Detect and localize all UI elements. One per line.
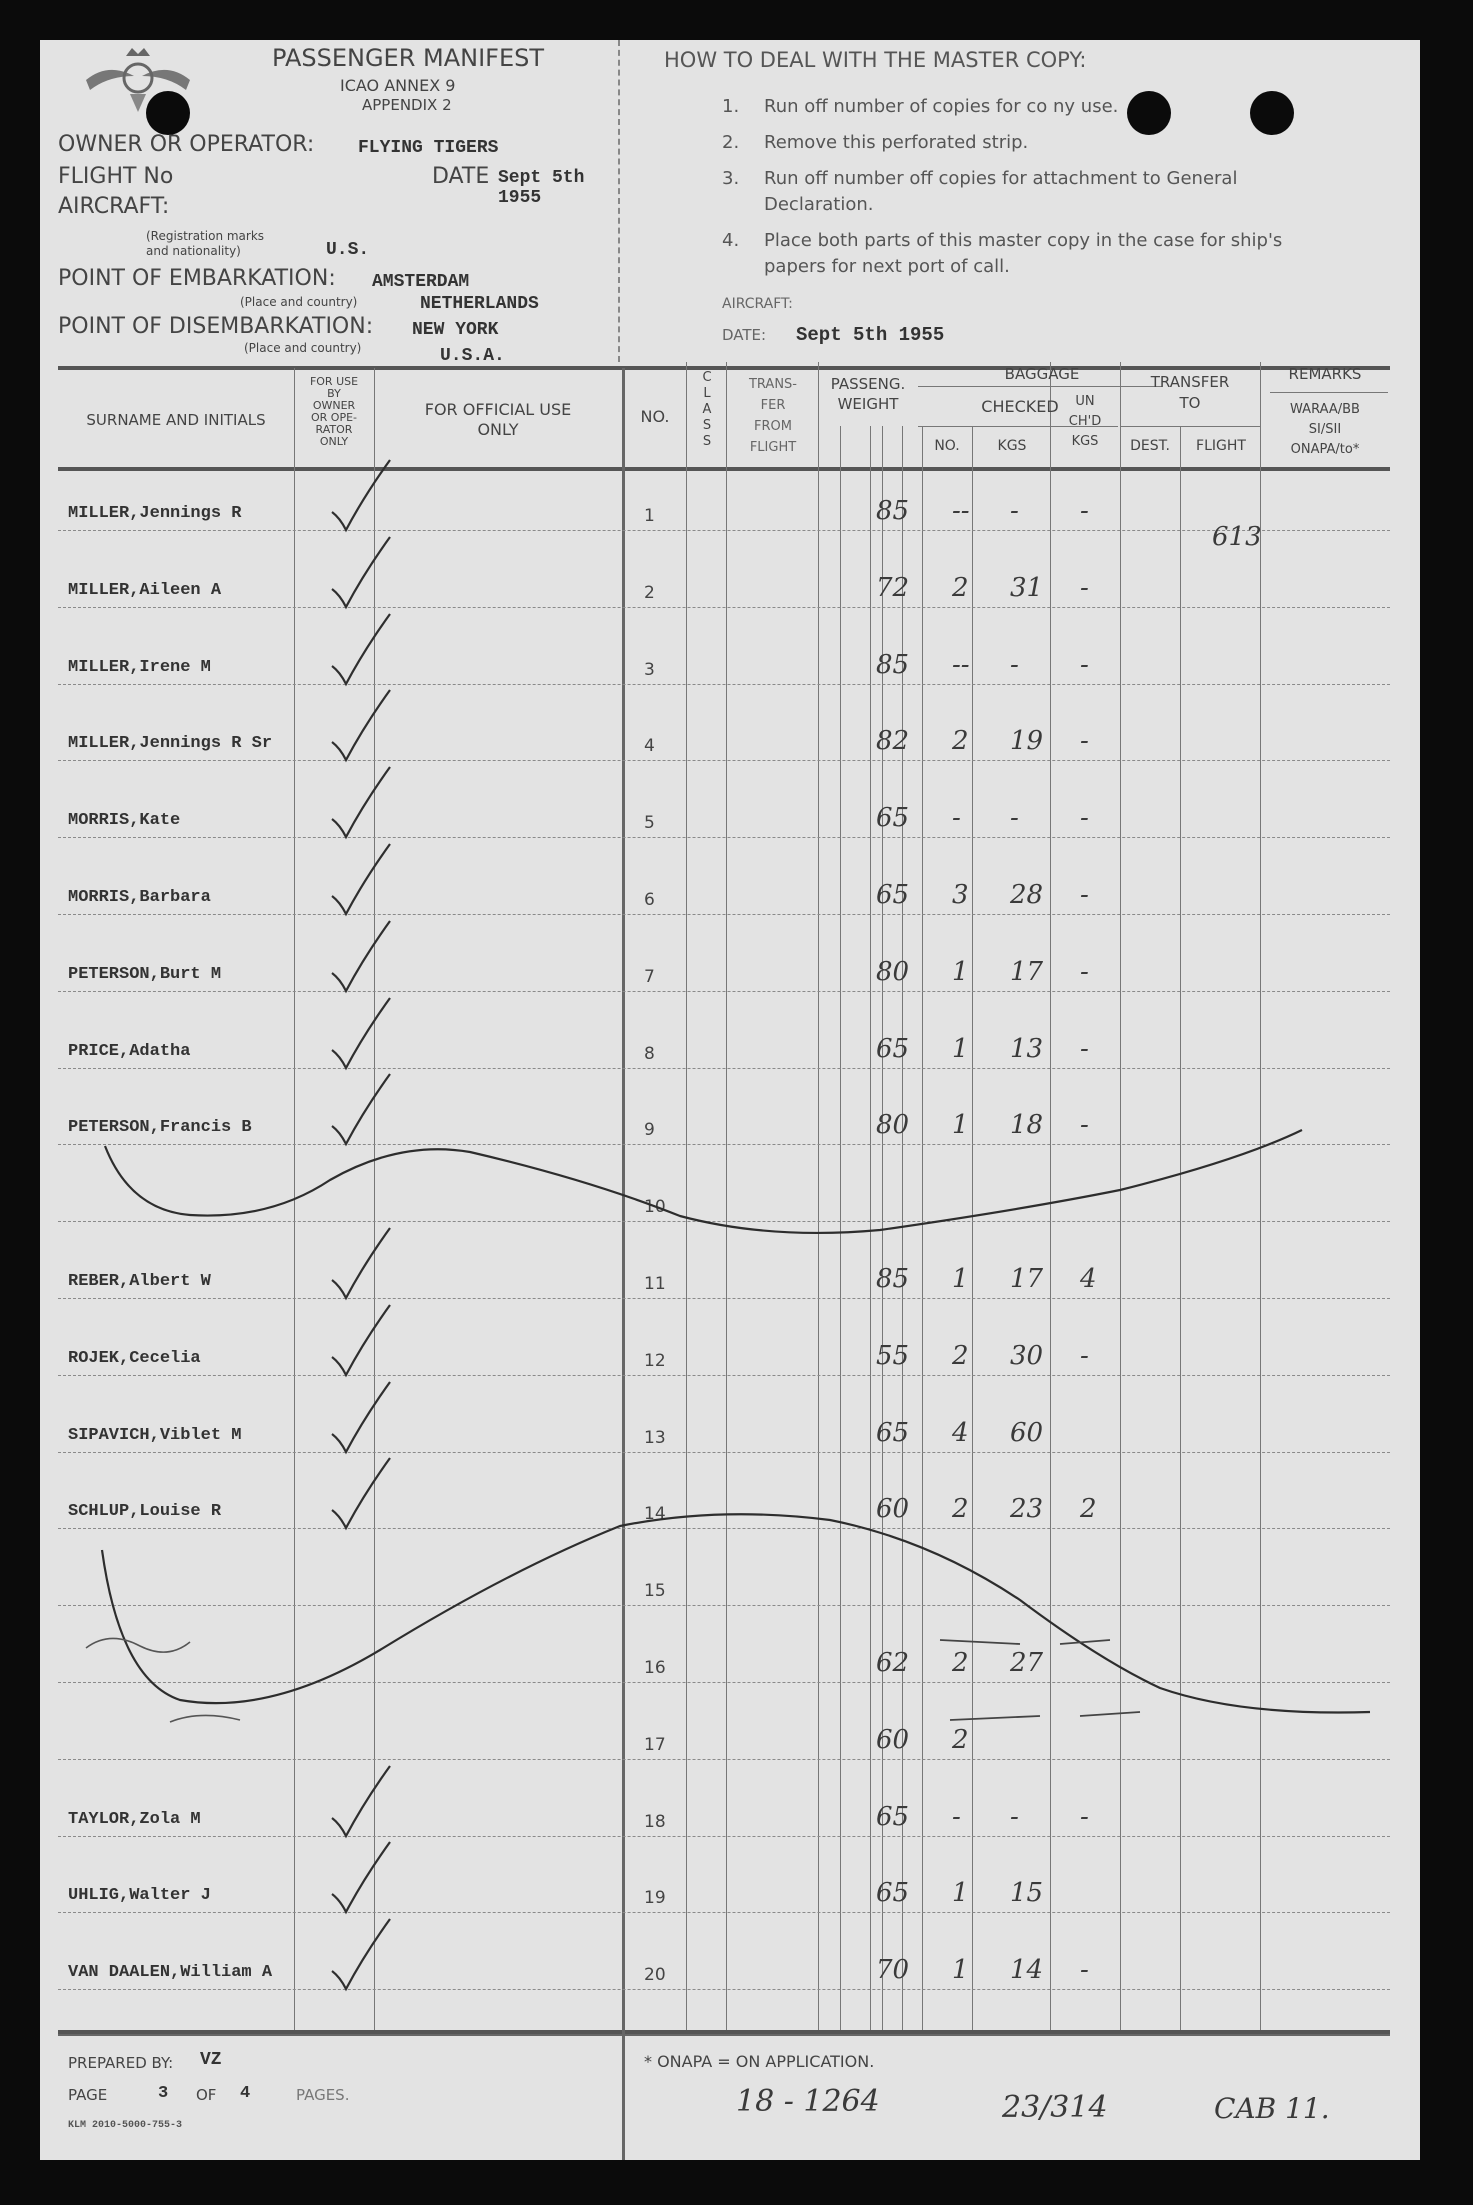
passenger-name: ROJEK,Cecelia: [68, 1348, 201, 1368]
row-number: 12: [644, 1350, 666, 1371]
baggage-kgs: 13: [1010, 1033, 1044, 1064]
baggage-count: 4: [952, 1417, 969, 1448]
baggage-count: 1: [952, 1878, 969, 1909]
pages-label: PAGES.: [296, 2086, 350, 2104]
col-header-weight: PASSENG. WEIGHT: [830, 375, 906, 413]
row-number: 4: [644, 736, 655, 757]
manifest-title: PASSENGER MANIFEST: [272, 44, 545, 72]
passenger-weight: 80: [876, 956, 910, 987]
baggage-kgs: 27: [1010, 1648, 1044, 1678]
unchecked-kgs: -: [1080, 956, 1089, 987]
col-header-remarks: REMARKS: [1288, 365, 1362, 383]
baggage-count: 1: [952, 1264, 969, 1294]
baggage-kgs: 17: [1010, 1264, 1044, 1294]
col-header-class: C L A S S: [702, 370, 712, 449]
passenger-weight: 82: [876, 726, 910, 757]
instruction-3-text: Run off number off copies for attachment to General: [764, 168, 1238, 189]
instruction-3-num: 3.: [722, 168, 740, 189]
page-value: 3: [158, 2084, 169, 2103]
passenger-name: MORRIS,Barbara: [68, 888, 211, 907]
footer-divider: [58, 2034, 1390, 2036]
col-header-for-use: FOR USE BY OWNER OR OPE- RATOR ONLY: [309, 375, 359, 448]
row-number: 13: [644, 1427, 666, 1448]
baggage-kgs: 28: [1010, 880, 1044, 910]
passenger-name: SCHLUP,Louise R: [68, 1502, 222, 1522]
baggage-count: 1: [952, 1110, 969, 1141]
instruction-1-text: Run off number of copies for co ny use.: [764, 96, 1119, 117]
passenger-name: MILLER,Aileen A: [68, 580, 222, 600]
prepared-label: PREPARED BY:: [68, 2054, 174, 2072]
row-number: 11: [644, 1274, 666, 1294]
remark: 613: [1212, 522, 1262, 552]
passenger-weight: 80: [876, 1110, 910, 1141]
baggage-kgs: 23: [1010, 1494, 1044, 1525]
row-number: 3: [644, 659, 655, 680]
passenger-weight: 55: [876, 1340, 910, 1371]
row-number: 9: [644, 1120, 655, 1141]
baggage-kgs: -: [1010, 803, 1019, 834]
unchecked-kgs: -: [1080, 1110, 1089, 1141]
appendix: APPENDIX 2: [362, 96, 452, 114]
passenger-weight: 65: [876, 1033, 910, 1064]
baggage-kgs: 15: [1010, 1878, 1044, 1909]
passenger-name: VAN DAALEN,William A: [68, 1963, 273, 1983]
passenger-name: MILLER,Jennings R: [68, 504, 242, 523]
prepared-value: VZ: [200, 2050, 222, 2070]
flight-label: FLIGHT No: [58, 164, 174, 189]
row-number: 20: [644, 1965, 666, 1986]
embark-label: POINT OF EMBARKATION:: [58, 266, 336, 291]
date-value-day: Sept 5th: [498, 168, 585, 188]
row-number: 19: [644, 1888, 666, 1909]
baggage-count: 2: [952, 1340, 969, 1371]
passenger-weight: 72: [876, 572, 910, 603]
passenger-weight: 85: [876, 1264, 910, 1294]
instr-date-value: Sept 5th 1955: [796, 324, 945, 346]
row-number: 5: [644, 813, 655, 834]
passenger-name: REBER,Albert W: [68, 1272, 211, 1291]
passenger-weight: 65: [876, 880, 910, 910]
passenger-weight: 65: [876, 1878, 910, 1909]
embark-note: (Place and country): [240, 295, 358, 309]
icao-annex: ICAO ANNEX 9: [340, 76, 456, 95]
instruction-2-text: Remove this perforated strip.: [764, 132, 1029, 153]
date-label: DATE: [432, 164, 490, 189]
unchecked-kgs: -: [1080, 726, 1089, 757]
passenger-weight: 85: [876, 496, 910, 526]
row-number: 8: [644, 1043, 655, 1064]
baggage-kgs: 60: [1010, 1417, 1044, 1448]
baggage-kgs: -: [1010, 649, 1019, 680]
baggage-count: -: [952, 803, 961, 834]
row-number: 14: [644, 1504, 666, 1525]
unchecked-kgs: -: [1080, 496, 1089, 526]
row-number: 2: [644, 582, 655, 603]
baggage-kgs: 17: [1010, 956, 1044, 987]
void-strike-lines: [40, 40, 1420, 2160]
col-header-surname: SURNAME AND INITIALS: [86, 411, 266, 429]
unchecked-kgs: -: [1080, 1955, 1089, 1986]
unchecked-kgs: -: [1080, 1801, 1089, 1832]
baggage-count: 1: [952, 1033, 969, 1064]
of-label: OF: [196, 2086, 217, 2104]
registration-note-2: and nationality): [146, 244, 241, 258]
baggage-count: --: [952, 649, 970, 680]
onapa-note: * ONAPA = ON APPLICATION.: [644, 2052, 875, 2071]
unchecked-kgs: -: [1080, 1340, 1089, 1371]
aircraft-nationality: U.S.: [326, 240, 370, 260]
passenger-name: SIPAVICH,Viblet M: [68, 1425, 242, 1445]
baggage-kgs: 18: [1010, 1110, 1044, 1141]
disembark-label: POINT OF DISEMBARKATION:: [58, 314, 374, 339]
manifest-page: [40, 40, 1420, 2160]
disembark-note: (Place and country): [244, 341, 362, 355]
date-value-year: 1955: [498, 188, 542, 208]
col-header-bag-no: NO.: [934, 438, 960, 454]
row-number: 1: [644, 506, 655, 526]
instruction-2-num: 2.: [722, 132, 740, 153]
baggage-count: 2: [952, 726, 969, 757]
instruction-4-text-2: papers for next port of call.: [764, 256, 1010, 277]
handwritten-cab: CAB 11.: [1214, 2092, 1330, 2125]
aircraft-label: AIRCRAFT:: [58, 194, 170, 219]
passenger-name: PRICE,Adatha: [68, 1041, 191, 1061]
passenger-name: PETERSON,Burt M: [68, 964, 222, 984]
instruction-1-num: 1.: [722, 96, 740, 117]
embark-value: AMSTERDAM: [372, 272, 470, 292]
col-header-flight: FLIGHT: [1196, 438, 1246, 454]
baggage-count: 2: [952, 1494, 969, 1525]
col-header-no: NO.: [640, 407, 670, 426]
unchecked-kgs: -: [1080, 880, 1089, 910]
row-number: 18: [644, 1811, 666, 1832]
handwritten-number-2: 23/314: [1002, 2090, 1108, 2125]
baggage-count: --: [952, 496, 970, 526]
instruction-4-text: Place both parts of this master copy in the case for ship's: [764, 230, 1283, 251]
baggage-kgs: 14: [1010, 1955, 1044, 1986]
passenger-name: MILLER,Irene M: [68, 657, 211, 677]
instruction-3-text-2: Declaration.: [764, 194, 874, 215]
passenger-weight: 60: [876, 1494, 910, 1525]
baggage-count: 1: [952, 956, 969, 987]
passenger-weight: 85: [876, 649, 910, 680]
row-number: 7: [644, 966, 655, 987]
unchecked-kgs: -: [1080, 572, 1089, 603]
embark-country: NETHERLANDS: [420, 294, 539, 314]
row-number: 6: [644, 890, 655, 910]
owner-label: OWNER OR OPERATOR:: [58, 132, 315, 157]
instruction-4-num: 4.: [722, 230, 740, 251]
col-header-transfer-from: TRANS- FER FROM FLIGHT: [748, 377, 797, 455]
col-header-remarks-sub: WARAA/BB SI/SII ONAPA/to*: [1290, 402, 1360, 457]
owner-value: FLYING TIGERS: [358, 138, 499, 158]
passenger-weight: 70: [876, 1955, 910, 1986]
instructions-title: HOW TO DEAL WITH THE MASTER COPY:: [664, 48, 1087, 72]
passenger-name: TAYLOR,Zola M: [68, 1809, 201, 1829]
baggage-count: 1: [952, 1955, 969, 1986]
instr-aircraft-label: AIRCRAFT:: [722, 296, 793, 312]
of-value: 4: [240, 2084, 251, 2103]
baggage-kgs: -: [1010, 496, 1019, 526]
passenger-name: UHLIG,Walter J: [68, 1886, 211, 1906]
page-label: PAGE: [68, 2086, 108, 2104]
row-number: 15: [644, 1581, 666, 1602]
col-header-checked: CHECKED: [981, 397, 1059, 416]
unchecked-kgs: -: [1080, 1033, 1089, 1064]
instr-date-label: DATE:: [722, 326, 767, 344]
passenger-name: MORRIS,Kate: [68, 811, 181, 831]
passenger-name: MILLER,Jennings R Sr: [68, 734, 273, 754]
passenger-name: PETERSON,Francis B: [68, 1118, 252, 1138]
unchecked-kgs: -: [1080, 649, 1089, 680]
col-header-bag-kgs: KGS: [997, 438, 1027, 454]
printer-code: KLM 2010-5000-755-3: [68, 2120, 183, 2131]
baggage-count: -: [952, 1801, 961, 1832]
passenger-weight: 65: [876, 1801, 910, 1832]
unchecked-kgs: -: [1080, 803, 1089, 834]
baggage-count: 2: [952, 1724, 969, 1755]
baggage-kgs: 30: [1010, 1340, 1044, 1371]
passenger-weight: 60: [876, 1724, 910, 1755]
baggage-kgs: 31: [1010, 572, 1044, 603]
col-header-dest: DEST.: [1130, 438, 1170, 454]
baggage-count: 2: [952, 572, 969, 603]
row-number: 17: [644, 1734, 666, 1755]
baggage-count: 3: [952, 880, 969, 910]
registration-note-1: (Registration marks: [146, 229, 265, 243]
baggage-kgs: -: [1010, 1801, 1019, 1832]
disembark-value: NEW YORK: [412, 320, 499, 340]
col-header-transfer-to: TRANSFER TO: [1150, 373, 1230, 412]
passenger-weight: 65: [876, 1417, 910, 1448]
passenger-weight: 62: [876, 1648, 910, 1678]
disembark-country: U.S.A.: [440, 346, 505, 366]
row-number: 16: [644, 1658, 666, 1678]
col-header-baggage: BAGGAGE: [1004, 365, 1080, 383]
col-header-unchd: UN CH'D KGS: [1068, 394, 1102, 449]
row-number: 10: [644, 1197, 666, 1218]
baggage-kgs: 19: [1010, 726, 1044, 757]
baggage-count: 2: [952, 1648, 969, 1678]
passenger-weight: 65: [876, 803, 910, 834]
unchecked-kgs: 4: [1080, 1264, 1097, 1294]
handwritten-number-1: 18 - 1264: [736, 2084, 880, 2119]
col-header-official: FOR OFFICIAL USE ONLY: [424, 400, 572, 439]
unchecked-kgs: 2: [1080, 1494, 1097, 1525]
